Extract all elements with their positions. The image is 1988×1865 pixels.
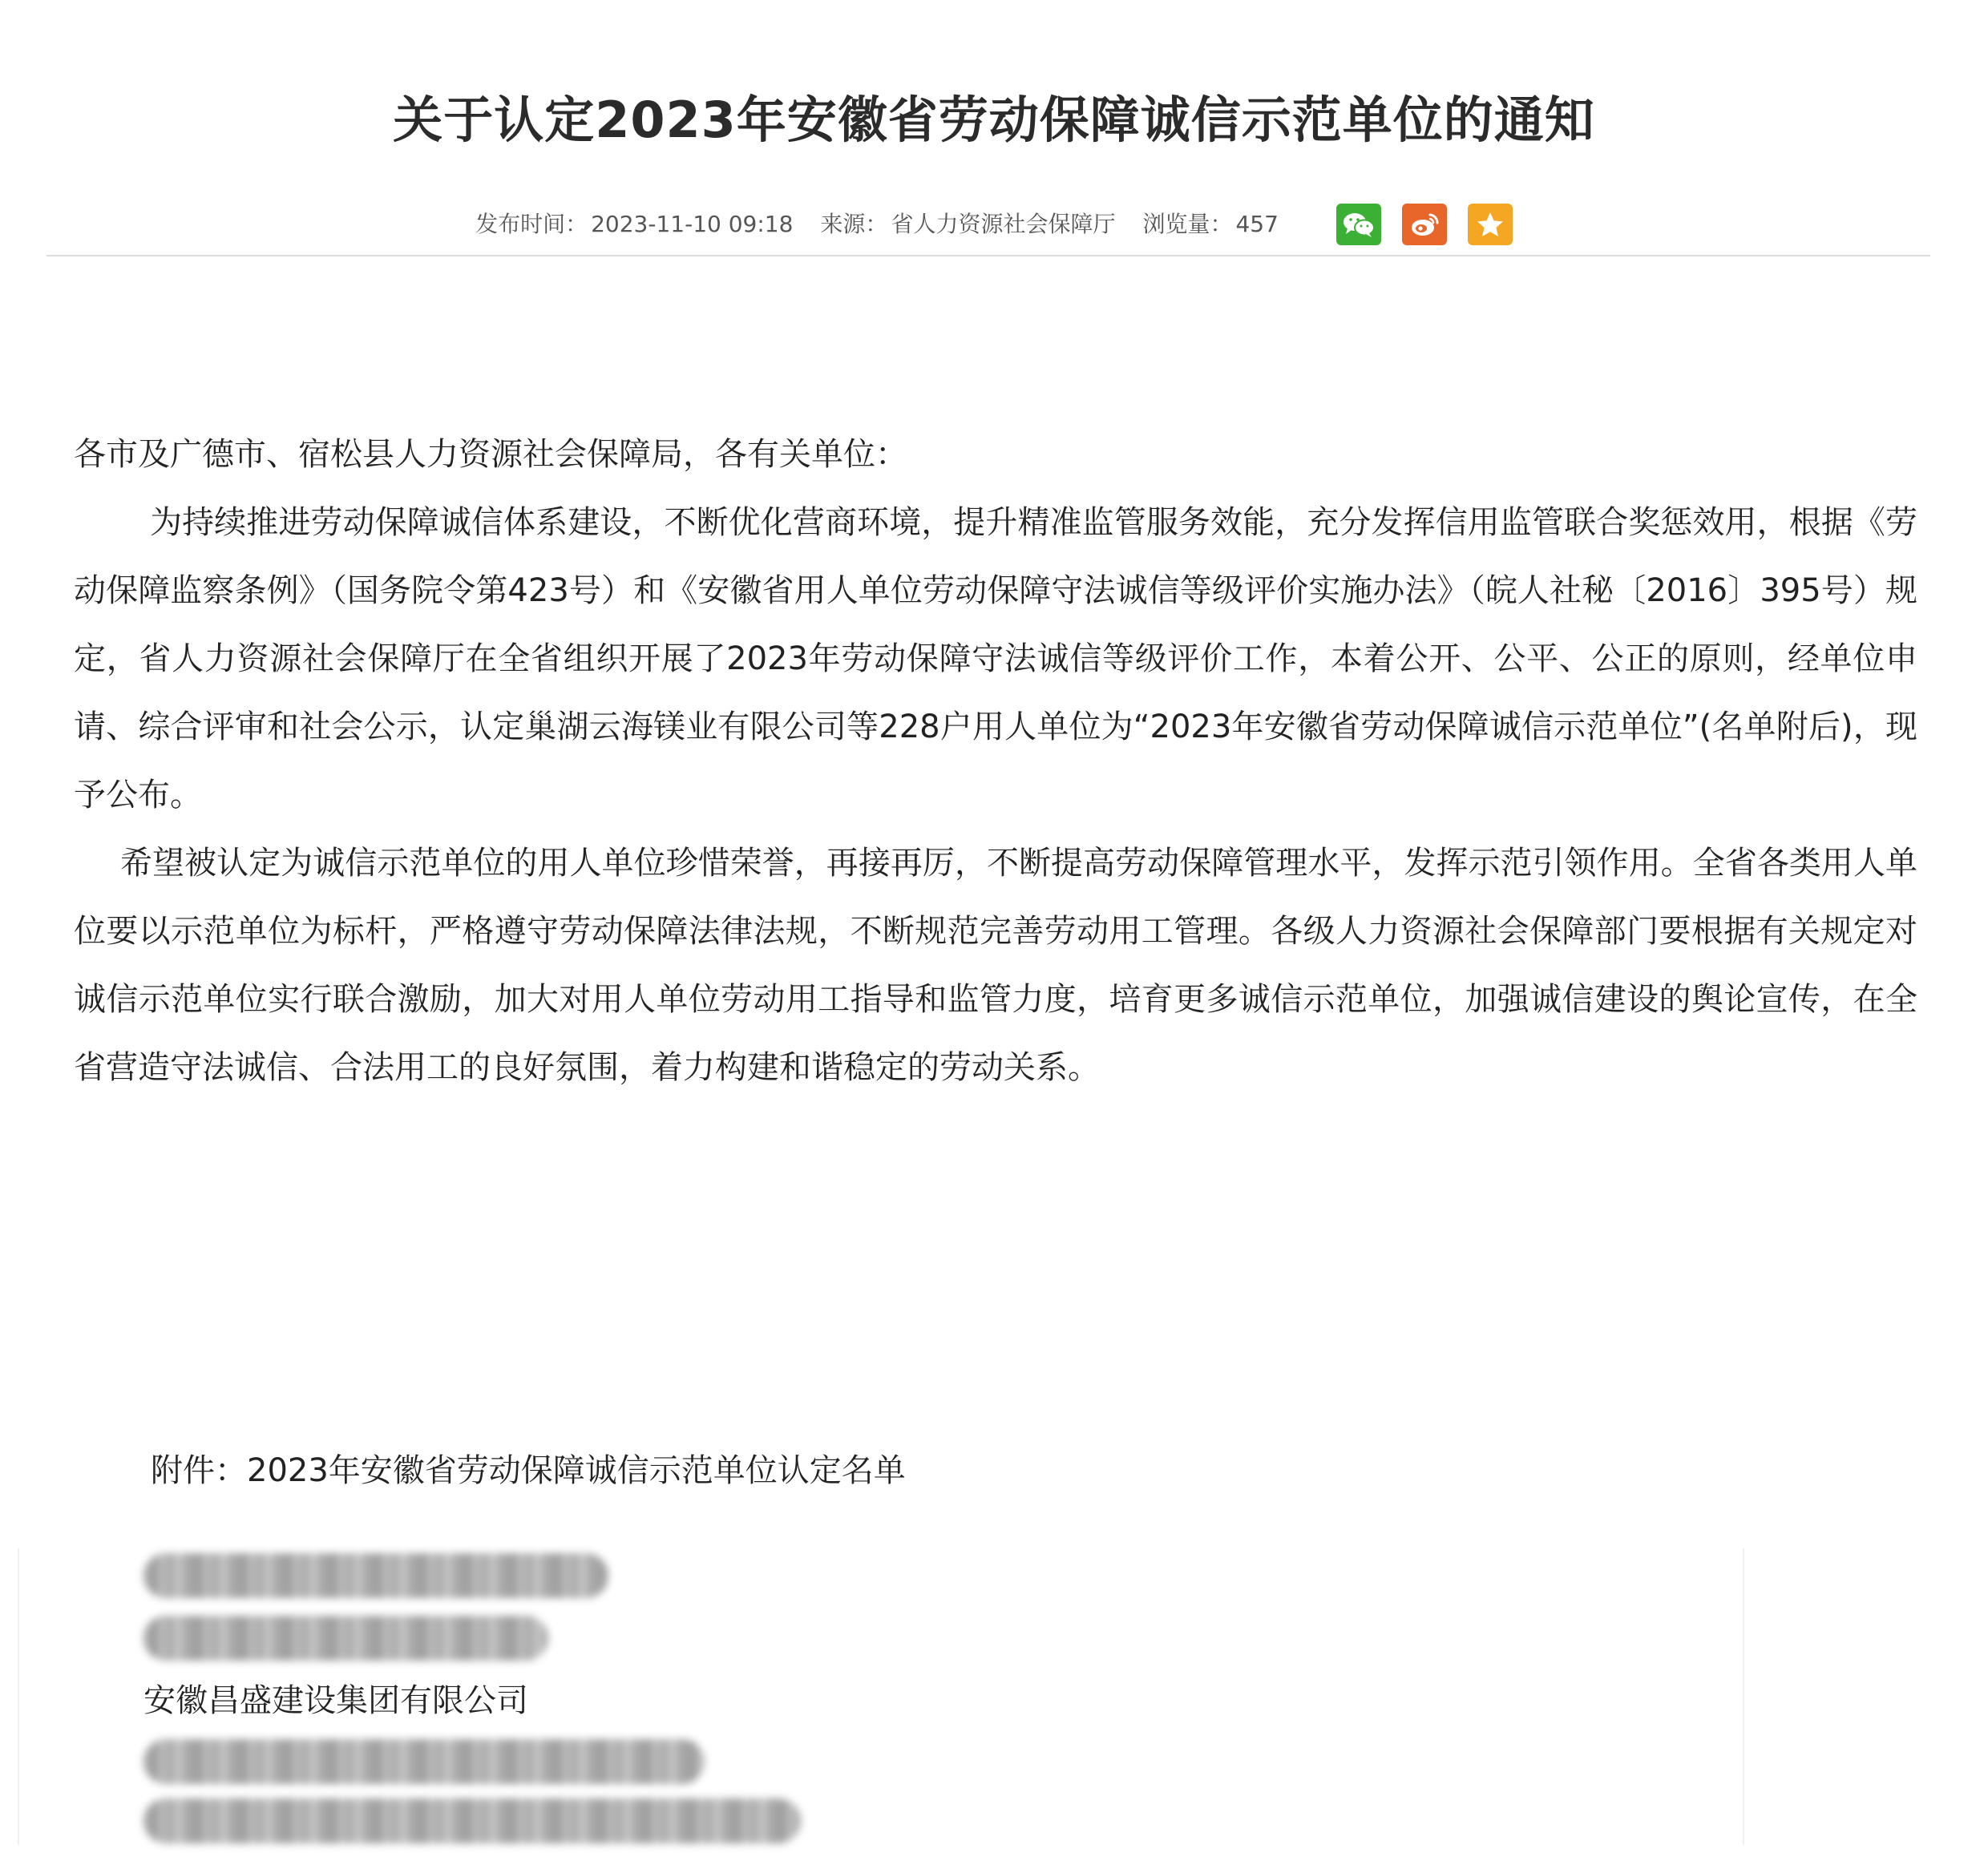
redacted-company-name [143, 1739, 705, 1784]
view-count-label: 浏览量： [1142, 211, 1233, 237]
list-item [143, 1553, 608, 1601]
share-weibo-button[interactable] [1402, 204, 1447, 245]
paragraph-1: 为持续推进劳动保障诚信体系建设，不断优化营商环境，提升精准监管服务效能，充分发挥信用监管联合奖惩效用，根据《劳动保障监察条例》（国务院令第423号）和《安徽省用人单位劳动保障守法诚信等级评价实施办法》（皖人社秘〔2016〕395号）规定，省人力资源社会保障厅在全省组织开展了2023年劳动保障守法诚信等级评价工作，本着公开、公平、公正的原则，经单位申请、综合评审和社会公示，认定巢湖云海镁业有限公司等228户用人单位为“2023年安徽省劳动保障诚信示范单位”(名单附后)，现予公布。 [74, 504, 1917, 813]
view-count-value: 457 [1235, 211, 1279, 237]
redacted-company-name [143, 1553, 608, 1598]
publish-time [475, 200, 793, 248]
source-label: 来源： [820, 211, 888, 237]
article-title: 关于认定2023年安徽省劳动保障诚信示范单位的通知 [393, 91, 1595, 149]
source-value: 省人力资源社会保障厅 [891, 211, 1116, 237]
paragraph-2: 希望被认定为诚信示范单位的用人单位珍惜荣誉，再接再厉，不断提高劳动保障管理水平，发挥示范引领作用。全省各类用人单位要以示范单位为标杆，严格遵守劳动保障法律法规，不断规范完善劳动用工管理。各级人力资源社会保障部门要根据有关规定对诚信示范单位实行联合激励，加大对用人单位劳动用工指导和监管力度，培育更多诚信示范单位，加强诚信建设的舆论宣传，在全省营造守法诚信、合法用工的良好氛围，着力构建和谐稳定的劳动关系。 [74, 845, 1917, 1086]
salutation: 各市及广德市、宿松县人力资源社会保障局，各有关单位： [74, 436, 907, 473]
publish-time-label: 发布时间： [475, 211, 588, 237]
company-name: 安徽昌盛建设集团有限公司 [143, 1682, 528, 1719]
share-buttons [1315, 204, 1513, 245]
article-meta [0, 200, 1988, 248]
list-item [143, 1677, 528, 1725]
favorite-star-icon [1476, 211, 1505, 238]
list-item [143, 1616, 548, 1664]
share-wechat-button[interactable] [1336, 204, 1381, 245]
header-divider [46, 255, 1930, 256]
attachment-link[interactable]: 附件：2023年安徽省劳动保障诚信示范单位认定名单 [151, 1452, 906, 1489]
view-count [1142, 200, 1278, 248]
redacted-company-name [143, 1798, 801, 1843]
company-list [18, 1548, 1744, 1845]
favorite-button[interactable] [1468, 204, 1513, 245]
list-item [143, 1739, 705, 1787]
list-item [143, 1798, 801, 1847]
article-body [74, 421, 1917, 1102]
publish-time-value: 2023-11-10 09:18 [591, 211, 794, 237]
wechat-icon [1343, 211, 1375, 238]
source [820, 200, 1115, 248]
redacted-company-name [143, 1616, 548, 1661]
weibo-icon [1408, 211, 1440, 238]
